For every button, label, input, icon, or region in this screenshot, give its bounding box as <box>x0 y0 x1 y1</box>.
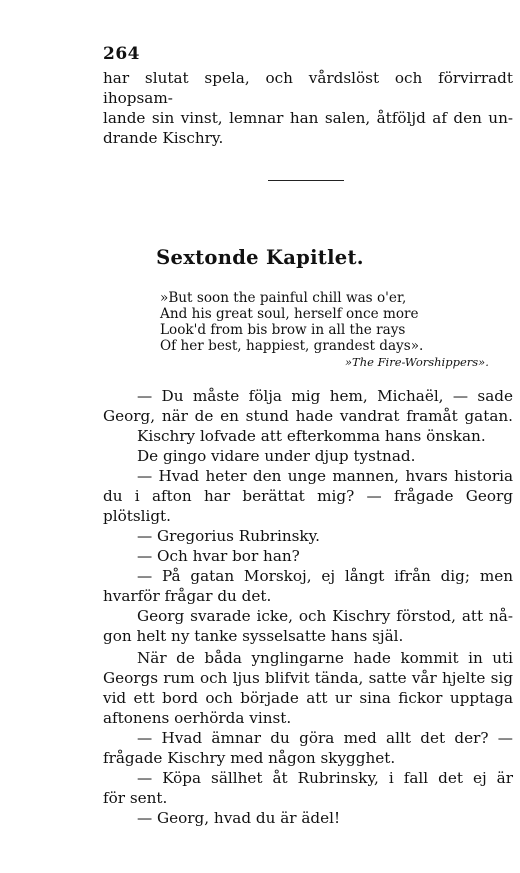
text-line: vid ett bord och började att ur sina fickor upptaga <box>103 689 513 707</box>
text-line: för sent. <box>103 789 168 807</box>
text-line: Georg svarade icke, och Kischry förstod, att nå- <box>137 607 513 625</box>
text-line: har slutat spela, och vårdslöst och förvirradt ihopsam- <box>103 69 513 107</box>
text-line: gon helt ny tanke sysselsatte hans själ. <box>103 627 404 645</box>
text-line: De gingo vidare under djup tystnad. <box>137 447 416 465</box>
chapter-title: Sextonde Kapitlet. <box>156 246 364 269</box>
text-line: — Hvad heter den unge mannen, hvars historia <box>137 467 513 485</box>
text-line: du i afton har berättat mig? — frågade Georg plötsligt. <box>103 487 513 525</box>
text-line: Kischry lofvade att efterkomma hans önskan. <box>137 427 486 445</box>
epigraph <box>160 290 490 354</box>
text-line: frågade Kischry med någon skygghet. <box>103 749 396 767</box>
text-line: Georg, när de en stund hade vandrat framåt gatan. <box>103 407 513 425</box>
text-line: — Köpa sällhet åt Rubrinsky, i fall det ej är <box>137 769 513 787</box>
section-divider <box>268 180 344 181</box>
text-line: — Georg, hvad du är ädel! <box>137 809 341 827</box>
epigraph-line: Of her best, happiest, grandest days». <box>160 338 424 354</box>
epigraph-attribution: »The Fire-Worshippers». <box>345 355 489 369</box>
epigraph-line: And his great soul, herself once more <box>160 306 419 322</box>
dialogue-section-1 <box>103 386 513 646</box>
narrative-section-2 <box>103 648 513 828</box>
text-line: När de båda ynglingarne hade kommit in uti <box>137 649 513 667</box>
text-line: Georgs rum och ljus blifvit tända, satte vår hjelte sig <box>103 669 513 687</box>
text-line: lande sin vinst, lemnar han salen, åtföljd af den un- <box>103 109 513 127</box>
text-line: drande Kischry. <box>103 129 224 147</box>
text-line: — Hvad ämnar du göra med allt det der? — <box>137 729 513 747</box>
epigraph-line: Look'd from bis brow in all the rays <box>160 322 406 338</box>
text-line: — Du måste följa mig hem, Michaël, — sade <box>137 387 513 405</box>
text-line: — Och hvar bor han? <box>137 547 300 565</box>
epigraph-line: »But soon the painful chill was o'er, <box>160 290 407 306</box>
opening-paragraph <box>103 68 513 148</box>
text-line: — Gregorius Rubrinsky. <box>137 527 321 545</box>
text-line: — På gatan Morskoj, ej långt ifrån dig; men <box>137 567 513 585</box>
page-number: 264 <box>103 44 140 64</box>
text-line: hvarför frågar du det. <box>103 587 272 605</box>
text-line: aftonens oerhörda vinst. <box>103 709 292 727</box>
